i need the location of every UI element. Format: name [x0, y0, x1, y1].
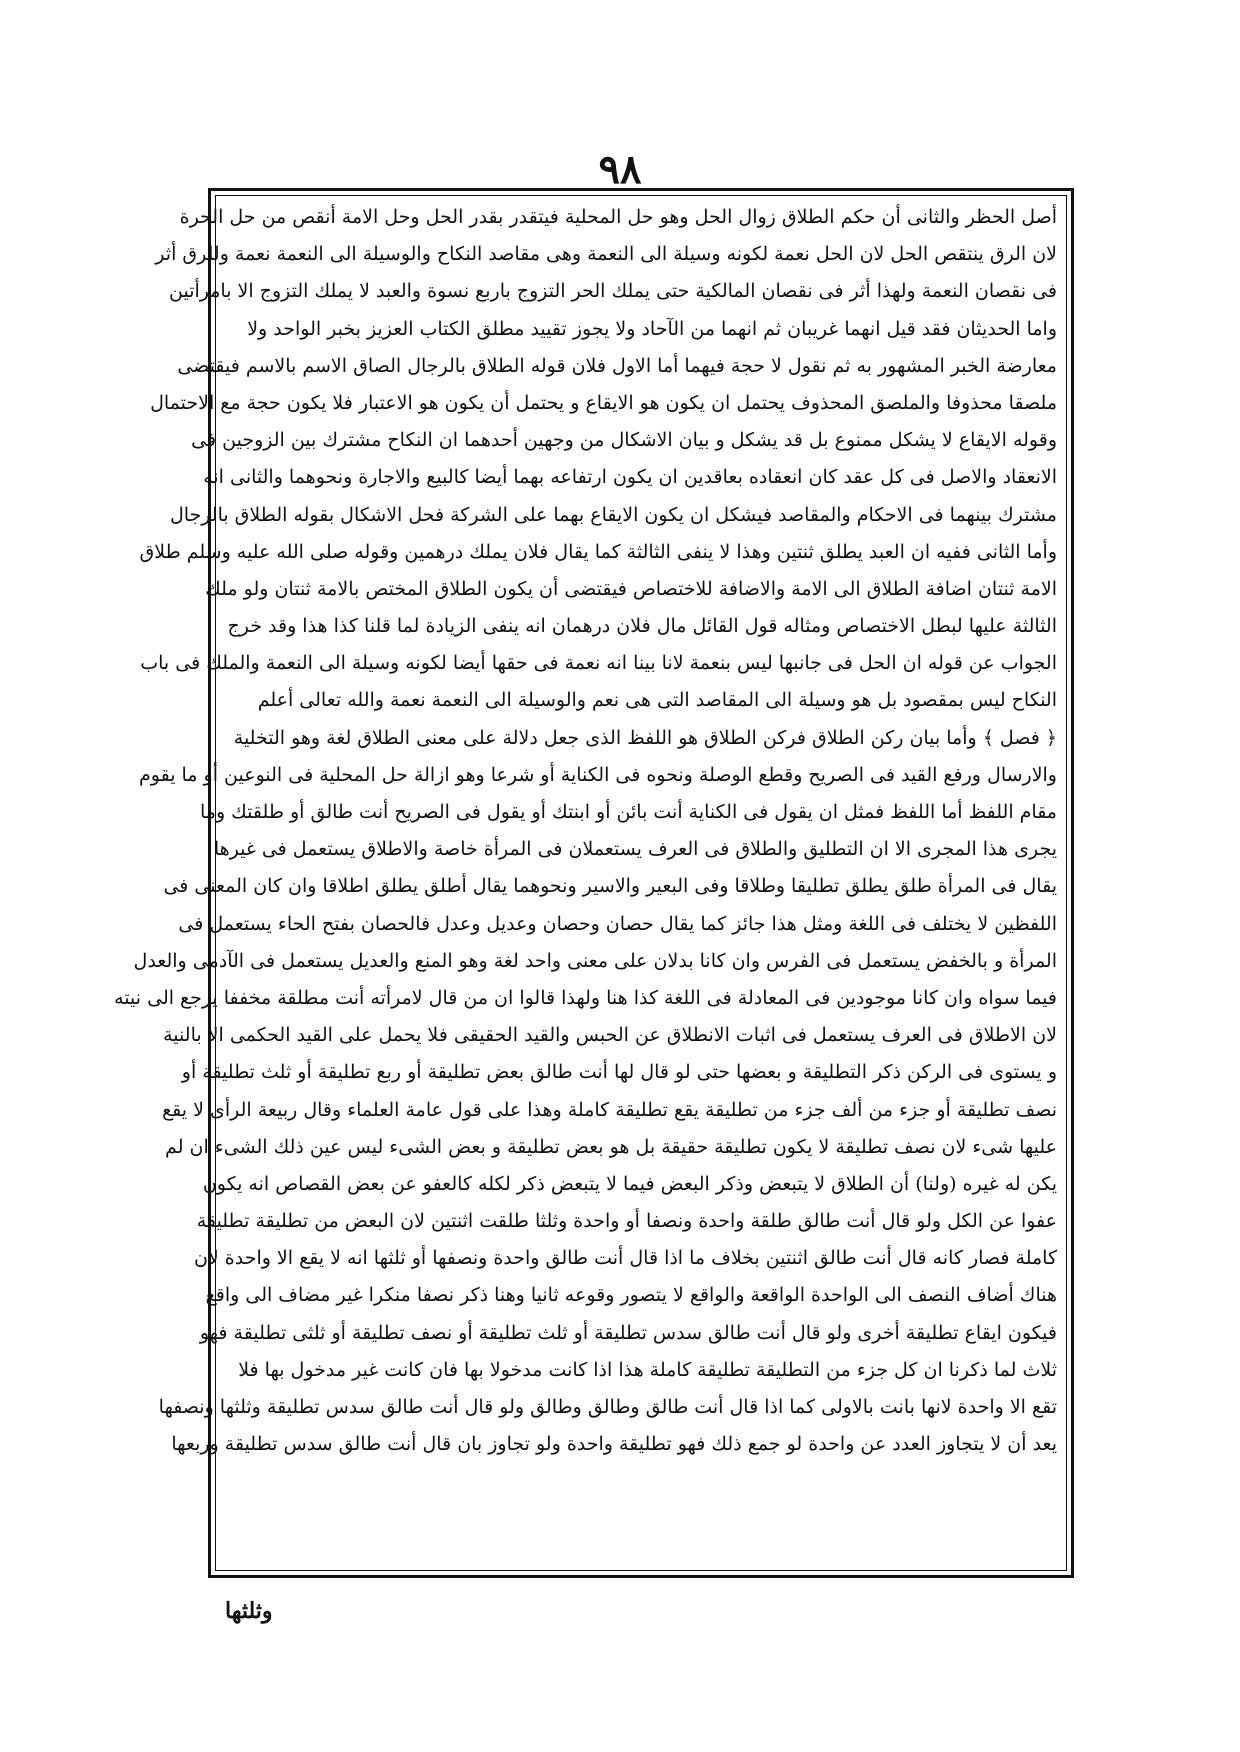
text-line: لان الرق ينتقص الحل لان الحل نعمة لكونه وسيلة الى النعمة وهى مقاصد النكاح والوسيلة الى النعمة نعمة وللرق أثر — [155, 243, 1057, 266]
text-body — [114, 199, 1057, 1569]
text-line: يقال فى المرأة طلق يطلق تطليقا وطلاقا وفى البعير والاسير ونحوهما يقال أطلق يطلق اطلاقا وان كان المعنى فى — [163, 875, 1057, 898]
text-line: ثلاث لما ذكرنا ان كل جزء من التطليقة تطليقة كاملة هذا اذا كانت مدخولا بها فان كانت غير مدخول بها فلا — [238, 1358, 1057, 1381]
text-line: ﴿ فصل ﴾ وأما بيان ركن الطلاق فركن الطلاق هو اللفظ الذى جعل دلالة على معنى الطلاق لغة وهو التخلية — [233, 726, 1057, 749]
text-frame — [114, 188, 1074, 1578]
text-line: مشترك بينهما فى الاحكام والمقاصد فيشكل ان يكون الايقاع بهما على الشركة فحل الاشكال بقوله الطلاق بالرجال — [169, 503, 1057, 526]
text-line: النكاح ليس بمقصود بل هو وسيلة الى المقاصد التى هى نعم والوسيلة الى النعمة نعمة والله تعالى أعلم — [257, 689, 1057, 712]
text-line: عليها شىء لان نصف تطليقة لا يكون تطليقة حقيقة بل هو بعض تطليقة و بعض الشىء ليس عين ذلك الشىء ان لم — [165, 1135, 1057, 1158]
text-line: فيما سواه وان كانا موجودين فى المعادلة فى اللغة كذا هنا ولهذا قالوا ان من قال لامرأته أنت مطلقة مخففا يرجع الى نيته — [114, 986, 1057, 1009]
text-line: واما الحديثان فقد قيل انهما غريبان ثم انهما من الآحاد ولا يجوز تقييد مطلق الكتاب العزيز بخبر الواحد ولا — [247, 317, 1057, 340]
text-line: نصف تطليقة أو جزء من ألف جزء من تطليقة يقع تطليقة كاملة وهذا على قول عامة العلماء وقال ربيعة الرأى لا يقع — [162, 1098, 1057, 1121]
text-line: ملصقا محذوفا والملصق المحذوف يحتمل ان يكون هو الايقاع و يحتمل أن يكون هو الاعتبار فلا يكون حجة مع الاحتمال — [150, 391, 1057, 414]
text-line: أصل الحظر والثانى أن حكم الطلاق زوال الحل وهو حل المحلية فيتقدر بقدر الحل وحل الامة أنقص من حل الحرة — [179, 206, 1057, 228]
text-line: تقع الا واحدة لانها بانت بالاولى كما اذا قال أنت طالق وطالق وطالق ولو قال أنت طالق سدس تطليقة وثلثها ونصفها — [158, 1396, 1057, 1418]
text-line: وأما الثانى ففيه ان العبد يطلق ثنتين وهذا لا ينفى الثالثة كما يقال فلان يملك درهمين وقوله صلى الله عليه وسلم طلاق — [139, 540, 1057, 563]
text-line: كاملة فصار كانه قال أنت طالق اثنتين بخلاف ما اذا قال أنت طالق واحدة ونصفها أو ثلثها انه لا يقع الا واحدة لان — [193, 1247, 1057, 1270]
text-line: الانعقاد والاصل فى كل عقد كان انعقاده بعاقدين ان يكون ارتفاعه بهما أيضا كالبيع والاجارة ونحوهما والثانى انه — [203, 466, 1057, 489]
text-line: فى نقصان النعمة ولهذا أثر فى نقصان المالكية حتى يملك الحر التزوج باربع نسوة والعبد لا يملك التزوج الا بامرأتين — [169, 280, 1057, 303]
catchword: وثلثها — [225, 1598, 273, 1624]
text-line: هناك أضاف النصف الى الواحدة الواقعة والواقع لا يتصور وقوعه ثانيا وهنا ذكر نصفا منكرا غير مضاف الى واقع — [205, 1284, 1057, 1307]
text-line: الامة ثنتان اضافة الطلاق الى الامة والاضافة للاختصاص فيقتضى أن يكون الطلاق المختص بالامة ثنتان ولو ملك — [205, 577, 1057, 600]
text-line: الثالثة عليها لبطل الاختصاص ومثاله قول القائل مال فلان درهمان انه ينفى الزيادة لما قلنا كذا هذا وقد خرج — [227, 615, 1057, 638]
text-line: اللفظين لا يختلف فى اللغة ومثل هذا جائز كما يقال حصان وحصان وعديل وعدل فالحصان بفتح الحاء يستعمل فى — [178, 912, 1057, 935]
text-line: يكن له غيره (ولنا) أن الطلاق لا يتبعض وذكر البعض فيما لا يتبعض ذكر لكله كالعفو عن بعض القصاص انه يكون — [202, 1172, 1057, 1195]
text-line: يجرى هذا المجرى الا ان التطليق والطلاق فى العرف يستعملان فى المرأة خاصة والاطلاق يستعمل فى غيرها — [213, 838, 1057, 861]
text-line: مقام اللفظ أما اللفظ فمثل ان يقول فى الكناية أنت بائن أو ابنتك أو يقول فى الصريح أنت طالق أو طلقتك وما — [199, 801, 1057, 823]
text-line: يعد أن لا يتجاوز العدد عن واحدة لو جمع ذلك فهو تطليقة واحدة ولو تجاوز بان قال أنت طالق سدس تطليقة وربعها — [171, 1433, 1057, 1456]
text-line: لان الاطلاق فى العرف يستعمل فى اثبات الانطلاق عن الحبس والقيد الحقيقى فلا يحمل على القيد الحكمى الا بالنية — [163, 1024, 1057, 1047]
text-line: فيكون ايقاع تطليقة أخرى ولو قال أنت طالق سدس تطليقة أو ثلث تطليقة أو نصف تطليقة أو ثلثى تطليقة فهو — [199, 1321, 1057, 1344]
text-line: معارضة الخبر المشهور به ثم نقول لا حجة فيهما أما الاول فلان قوله الطلاق بالرجال الصاق الاسم بالاسم فيقتضى — [177, 354, 1057, 377]
text-line: والارسال ورفع القيد فى الصريح وقطع الوصلة ونحوه فى الكناية أو شرعا وهو ازالة حل المحلية فى النوعين أو ما يقوم — [139, 763, 1057, 786]
page-number: ٩٨ — [598, 146, 642, 193]
text-line: عفوا عن الكل ولو قال أنت طالق طلقة واحدة ونصفا أو واحدة وثلثا طلقت اثنتين لان البعض من تطليقة تطليقة — [196, 1210, 1057, 1233]
text-line: و يستوى فى الركن ذكر التطليقة و بعضها حتى لو قال لها أنت طالق بعض تطليقة أو ربع تطليقة أو ثلث تطليقة أو — [181, 1061, 1057, 1084]
text-line: وقوله الايقاع لا يشكل ممنوع بل قد يشكل و بيان الاشكال من وجهين أحدهما ان النكاح مشترك بين الزوجين فى — [191, 429, 1057, 452]
text-line: المرأة و بالخفض يستعمل فى الفرس وان كانا بدلان على معنى واحد لغة وهو المنع والعديل يستعمل فى الآدمى والعدل — [133, 949, 1057, 972]
text-line: الجواب عن قوله ان الحل فى جانبها ليس بنعمة لانا بينا انه نعمة فى حقها أيضا لكونه وسيلة الى النعمة والملك فى باب — [140, 652, 1057, 675]
